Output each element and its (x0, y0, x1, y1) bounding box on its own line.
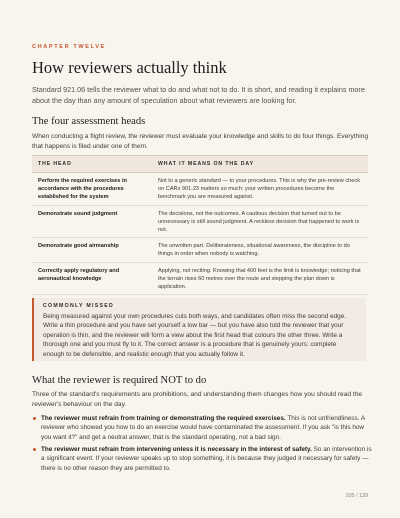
table-row (32, 173, 368, 206)
bullet-dot-icon (33, 417, 36, 420)
list-item (32, 414, 372, 442)
table-row (32, 238, 368, 262)
column-header-head: THE HEAD (32, 156, 152, 173)
head-cell: Perform the required exercises in accordance with the procedures established for the system (32, 173, 152, 206)
assessment-heads-table (32, 155, 368, 295)
section-paragraph-assessment-heads: When conducting a flight review, the reviewer must evaluate your knowledge and skills to do four things. Everything that happens is filed under one of them. (32, 133, 369, 150)
section-paragraph-prohibitions: Three of the standard's requirements are prohibitions, and understanding them changes how you should read the reviewer's behaviour on the day. (32, 391, 363, 408)
head-cell: Demonstrate sound judgment (32, 205, 152, 238)
page-number: 105 / 139 (345, 493, 368, 499)
table-row (32, 205, 368, 238)
column-header-meaning: WHAT IT MEANS ON THE DAY (152, 156, 368, 173)
table-row (32, 262, 368, 295)
head-cell: Demonstrate good airmanship (32, 238, 152, 262)
chapter-label: CHAPTER TWELVE (32, 44, 106, 50)
prohibitions-list (32, 414, 372, 476)
list-item-text: This is not unfriendliness. A reviewer who showed you how to do an exercise would have contaminated the assessment. If you ask "is this how you want it?" and get a neutral answer, that is the standard operating, not a bad sign. (41, 415, 365, 441)
table-header-row (32, 156, 368, 173)
callout-label: COMMONLY MISSED (43, 303, 115, 309)
commonly-missed-callout (32, 298, 366, 361)
page-title: How reviewers actually think (32, 58, 227, 77)
section-heading-prohibitions: What the reviewer is required NOT to do (32, 375, 207, 386)
list-item-bold: The reviewer must refrain from training or demonstrating the required exercises. (41, 415, 286, 422)
bullet-dot-icon (33, 448, 36, 451)
list-item (32, 445, 372, 473)
list-item-text: So an intervention is a significant event. If your reviewer speaks up to stop something, it is because they judged it necessary for safety — there is no other reason they are permitted to. (41, 445, 372, 472)
section-heading-assessment-heads: The four assessment heads (32, 116, 146, 127)
head-cell: Correctly apply regulatory and aeronautical knowledge (32, 262, 152, 295)
intro-paragraph: Standard 921.06 tells the reviewer what to do and what not to do. It is short, and reading it explains more about the day than any amount of speculation about what reviewers are looking for. (32, 85, 365, 106)
meaning-cell: Applying, not reciting. Knowing that 400 feet is the limit is knowledge; noticing that the terrain rises 60 metres over the route and stepping the plan down is application. (152, 262, 368, 295)
callout-body: Being measured against your own procedures cuts both ways, and candidates often miss the second edge. Write a thin procedure and you have set yourself a low bar — but you have also told the reviewer that your operation is thin, and the reviewer will form a view about the first head that colours the other three. Write a thorough one and you must fly to it. The correct answer is a procedure that is genuinely yours: complete enough to be defensible, and realistic enough that you actually follow it. (43, 313, 347, 358)
meaning-cell: Not to a generic standard — to your procedures. This is why the pre-review check on CARs 901.23 matters so much: your written procedures become the benchmark you are measured against. (152, 173, 368, 206)
meaning-cell: The decisions, not the outcomes. A cautious decision that turned out to be unnecessary is still sound judgment. A reckless decision that happened to work is not. (152, 205, 368, 238)
meaning-cell: The unwritten part. Deliberateness, situational awareness, the discipline to do things in order when nobody is watching. (152, 238, 368, 262)
list-item-bold: The reviewer must refrain from intervening unless it is necessary in the interest of safety. (41, 445, 312, 453)
